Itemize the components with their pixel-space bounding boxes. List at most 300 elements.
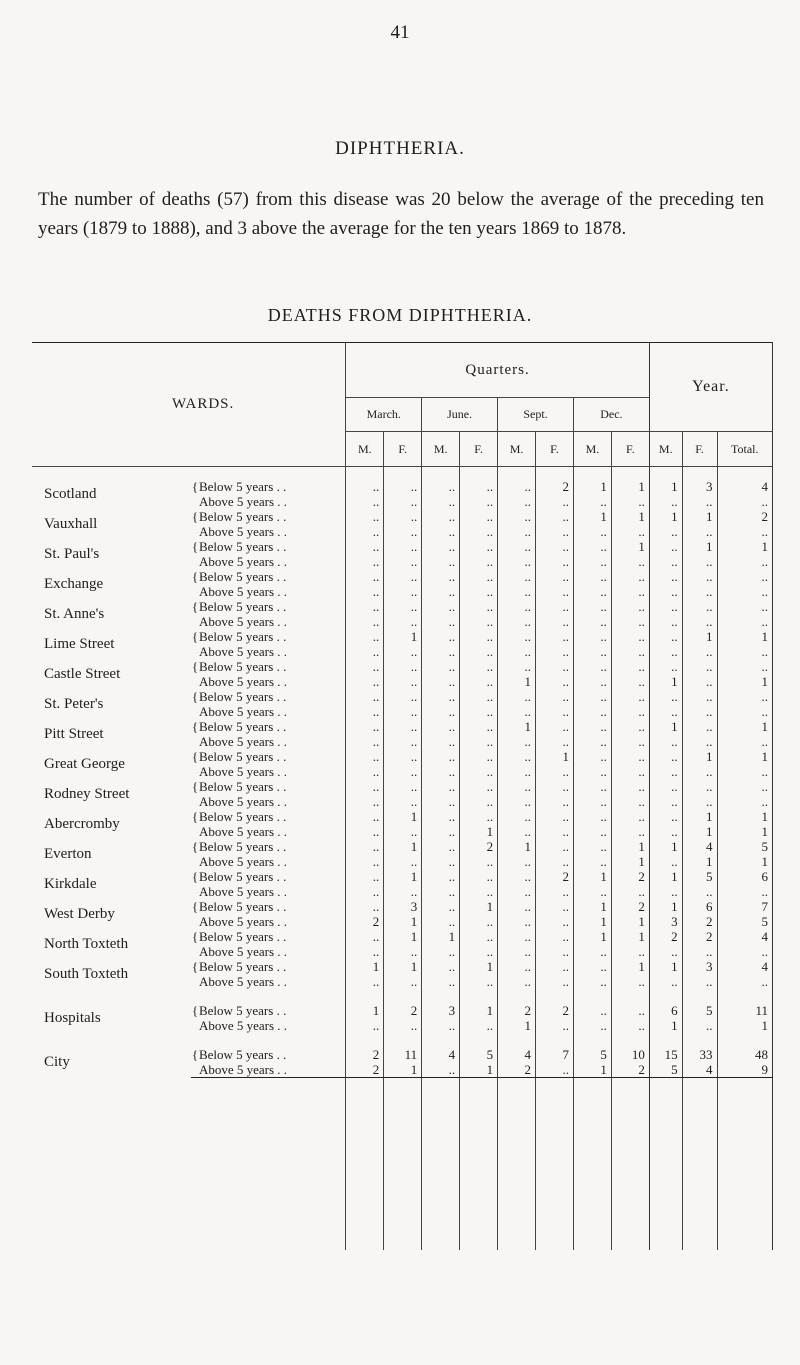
cell-value: 5 <box>682 869 717 884</box>
cell-value: .. <box>717 584 772 599</box>
cell-value: .. <box>573 1018 611 1033</box>
cell-value: .. <box>649 554 682 569</box>
age-group-label: Above 5 years . . <box>198 674 288 689</box>
cell-value: 1 <box>682 809 717 824</box>
cell-value: .. <box>717 794 772 809</box>
cell-value: 1 <box>384 809 422 824</box>
cell-value: 2 <box>536 869 574 884</box>
cell-value: .. <box>717 494 772 509</box>
cell-value: .. <box>498 494 536 509</box>
cell-value: 9 <box>717 1062 772 1078</box>
cell-value: .. <box>460 794 498 809</box>
cell-value: .. <box>682 944 717 959</box>
cell-value: 48 <box>717 1047 772 1062</box>
cell-value: .. <box>498 704 536 719</box>
cell-value: .. <box>682 554 717 569</box>
cell-value: .. <box>460 659 498 674</box>
cell-value: .. <box>536 599 574 614</box>
age-group-label: Above 5 years . . <box>198 794 288 809</box>
cell-value: .. <box>573 569 611 584</box>
cell-value: .. <box>649 974 682 989</box>
cell-value: .. <box>384 764 422 779</box>
cell-value: .. <box>346 869 384 884</box>
cell-value: .. <box>422 509 460 524</box>
cell-value: .. <box>611 584 649 599</box>
cell-value: .. <box>573 974 611 989</box>
cell-value: .. <box>611 644 649 659</box>
cell-value: .. <box>422 644 460 659</box>
cell-value: .. <box>384 719 422 734</box>
cell-value: .. <box>460 749 498 764</box>
cell-value: 5 <box>649 1062 682 1078</box>
cell-value: 1 <box>682 539 717 554</box>
cell-value: .. <box>384 779 422 794</box>
cell-value: .. <box>422 524 460 539</box>
cell-value: .. <box>498 554 536 569</box>
cell-value: .. <box>346 794 384 809</box>
cell-value: .. <box>573 809 611 824</box>
diphtheria-deaths-table <box>32 342 773 1250</box>
cell-value: .. <box>611 599 649 614</box>
age-group-label: Above 5 years . . <box>198 974 288 989</box>
cell-value: .. <box>536 509 574 524</box>
cell-value: .. <box>649 764 682 779</box>
cell-value: .. <box>536 1018 574 1033</box>
cell-value: .. <box>460 524 498 539</box>
cell-value: 1 <box>384 839 422 854</box>
cell-value: .. <box>536 959 574 974</box>
ward-name: Scotland <box>44 485 97 502</box>
cell-value: .. <box>649 569 682 584</box>
age-group-label: {Below 5 years . . <box>191 1047 287 1062</box>
cell-value: .. <box>384 734 422 749</box>
cell-value: .. <box>460 689 498 704</box>
cell-value: 1 <box>384 929 422 944</box>
cell-value: .. <box>422 704 460 719</box>
cell-value: .. <box>536 944 574 959</box>
cell-value: 1 <box>717 539 772 554</box>
cell-value: .. <box>498 734 536 749</box>
cell-value: .. <box>460 584 498 599</box>
cell-value: 7 <box>536 1047 574 1062</box>
cell-value: .. <box>384 884 422 899</box>
cell-value: .. <box>536 644 574 659</box>
cell-value: .. <box>460 509 498 524</box>
table-title: DEATHS FROM DIPHTHERIA. <box>267 305 533 325</box>
cell-value: .. <box>536 779 574 794</box>
cell-value: 1 <box>717 854 772 869</box>
cell-value: .. <box>498 599 536 614</box>
cell-value: 2 <box>346 1062 384 1078</box>
age-group-label: {Below 5 years . . <box>191 569 287 584</box>
cell-value: 5 <box>682 1003 717 1018</box>
cell-value: .. <box>717 974 772 989</box>
cell-value: 1 <box>649 839 682 854</box>
ward-name: St. Peter's <box>44 695 104 712</box>
cell-value: 6 <box>717 869 772 884</box>
cell-value: .. <box>717 779 772 794</box>
cell-value: .. <box>384 749 422 764</box>
cell-value: .. <box>460 1018 498 1033</box>
cell-value: .. <box>536 974 574 989</box>
cell-value: .. <box>422 884 460 899</box>
cell-value: .. <box>611 809 649 824</box>
cell-value: .. <box>422 659 460 674</box>
cell-value: .. <box>346 569 384 584</box>
cell-value: .. <box>649 809 682 824</box>
cell-value: .. <box>384 599 422 614</box>
age-group-label: {Below 5 years . . <box>191 749 287 764</box>
cell-value: 2 <box>717 509 772 524</box>
cell-value: .. <box>717 704 772 719</box>
ward-row <box>32 869 773 884</box>
cell-value: 2 <box>498 1003 536 1018</box>
age-group-label: Above 5 years . . <box>198 734 288 749</box>
ward-row <box>32 629 773 644</box>
cell-value: .. <box>573 494 611 509</box>
cell-value: .. <box>649 734 682 749</box>
age-group-label: {Below 5 years . . <box>191 659 287 674</box>
cell-value: 5 <box>717 839 772 854</box>
cell-value: .. <box>536 794 574 809</box>
cell-value: 1 <box>611 854 649 869</box>
cell-value: 1 <box>573 899 611 914</box>
cell-value: 1 <box>573 479 611 494</box>
ward-row <box>32 779 773 794</box>
cell-value: .. <box>422 779 460 794</box>
cell-value: .. <box>649 704 682 719</box>
cell-value: 1 <box>536 749 574 764</box>
age-group-label: {Below 5 years . . <box>191 839 287 854</box>
cell-value: .. <box>422 749 460 764</box>
cell-value: 1 <box>498 1018 536 1033</box>
cell-value: .. <box>682 704 717 719</box>
cell-value: .. <box>498 539 536 554</box>
cell-value: 4 <box>717 479 772 494</box>
cell-value: .. <box>422 599 460 614</box>
cell-value: .. <box>460 614 498 629</box>
cell-value: .. <box>611 629 649 644</box>
ward-name: Everton <box>44 845 92 862</box>
cell-value: .. <box>611 1003 649 1018</box>
cell-value: .. <box>717 734 772 749</box>
cell-value: .. <box>460 764 498 779</box>
ward-row <box>32 479 773 494</box>
cell-value: .. <box>536 704 574 719</box>
cell-value: .. <box>682 734 717 749</box>
cell-value: 1 <box>649 674 682 689</box>
cell-value: .. <box>649 884 682 899</box>
cell-value: .. <box>498 614 536 629</box>
cell-value: .. <box>460 554 498 569</box>
cell-value: .. <box>498 569 536 584</box>
cell-value: .. <box>611 734 649 749</box>
cell-value: .. <box>573 1003 611 1018</box>
cell-value: 4 <box>422 1047 460 1062</box>
age-group-label: {Below 5 years . . <box>191 629 287 644</box>
cell-value: .. <box>536 659 574 674</box>
cell-value: .. <box>422 944 460 959</box>
cell-value: 3 <box>384 899 422 914</box>
cell-value: .. <box>460 944 498 959</box>
cell-value: .. <box>346 599 384 614</box>
cell-value: .. <box>422 569 460 584</box>
cell-value: .. <box>536 734 574 749</box>
cell-value: 1 <box>498 839 536 854</box>
cell-value: .. <box>422 1018 460 1033</box>
cell-value: 2 <box>536 479 574 494</box>
cell-value: .. <box>346 854 384 869</box>
cell-value: .. <box>682 764 717 779</box>
cell-value: 1 <box>649 479 682 494</box>
sex-header-m: M. <box>422 432 460 467</box>
cell-value: .. <box>649 779 682 794</box>
cell-value: 1 <box>717 1018 772 1033</box>
age-group-label: {Below 5 years . . <box>191 929 287 944</box>
cell-value: .. <box>460 599 498 614</box>
cell-value: .. <box>498 794 536 809</box>
cell-value: .. <box>649 629 682 644</box>
cell-value: 1 <box>498 674 536 689</box>
cell-value: 1 <box>649 1018 682 1033</box>
ward-row <box>32 539 773 554</box>
cell-value: .. <box>649 944 682 959</box>
quarter-sept-header: Sept. <box>498 398 574 432</box>
cell-value: .. <box>536 929 574 944</box>
cell-value: .. <box>460 479 498 494</box>
cell-value: .. <box>346 674 384 689</box>
cell-value: 1 <box>384 629 422 644</box>
cell-value: .. <box>422 689 460 704</box>
cell-value: .. <box>573 794 611 809</box>
cell-value: .. <box>573 599 611 614</box>
cell-value: 1 <box>649 719 682 734</box>
cell-value: 2 <box>460 839 498 854</box>
age-group-label: Above 5 years . . <box>198 584 288 599</box>
cell-value: .. <box>384 509 422 524</box>
cell-value: .. <box>422 539 460 554</box>
cell-value: .. <box>384 539 422 554</box>
cell-value: .. <box>611 794 649 809</box>
cell-value: .. <box>649 854 682 869</box>
cell-value: .. <box>346 644 384 659</box>
cell-value: .. <box>682 779 717 794</box>
cell-value: 1 <box>717 719 772 734</box>
cell-value: .. <box>682 659 717 674</box>
ward-name: Exchange <box>44 575 104 592</box>
cell-value: .. <box>649 524 682 539</box>
cell-value: .. <box>422 959 460 974</box>
ward-row <box>32 959 773 974</box>
page-heading: DIPHTHERIA. <box>335 138 465 159</box>
age-group-label: {Below 5 years . . <box>191 539 287 554</box>
cell-value: .. <box>649 824 682 839</box>
cell-value: .. <box>682 674 717 689</box>
ward-name: Castle Street <box>44 665 121 682</box>
cell-value: 7 <box>717 899 772 914</box>
ward-name: South Toxteth <box>44 965 129 982</box>
cell-value: .. <box>611 719 649 734</box>
cell-value: 1 <box>498 719 536 734</box>
ward-name: Great George <box>44 755 125 772</box>
cell-value: .. <box>422 974 460 989</box>
cell-value: .. <box>498 959 536 974</box>
quarter-dec-header: Dec. <box>573 398 649 432</box>
cell-value: .. <box>536 554 574 569</box>
cell-value: .. <box>422 629 460 644</box>
sex-header-m: M. <box>346 432 384 467</box>
cell-value: 1 <box>460 959 498 974</box>
cell-value: .. <box>717 569 772 584</box>
age-group-label: {Below 5 years . . <box>191 779 287 794</box>
cell-value: .. <box>498 974 536 989</box>
cell-value: .. <box>611 884 649 899</box>
cell-value: .. <box>573 644 611 659</box>
cell-value: .. <box>611 779 649 794</box>
cell-value: .. <box>498 659 536 674</box>
cell-value: .. <box>422 494 460 509</box>
cell-value: .. <box>422 854 460 869</box>
cell-value: .. <box>498 809 536 824</box>
cell-value: .. <box>384 944 422 959</box>
cell-value: .. <box>717 644 772 659</box>
cell-value: 1 <box>460 899 498 914</box>
cell-value: .. <box>346 719 384 734</box>
sex-header-f: F. <box>384 432 422 467</box>
cell-value: 1 <box>573 869 611 884</box>
cell-value: .. <box>611 569 649 584</box>
cell-value: .. <box>536 494 574 509</box>
cell-value: .. <box>649 659 682 674</box>
cell-value: .. <box>717 689 772 704</box>
cell-value: 1 <box>384 1062 422 1078</box>
cell-value: 1 <box>346 1003 384 1018</box>
cell-value: .. <box>498 509 536 524</box>
cell-value: .. <box>346 509 384 524</box>
age-group-label: Above 5 years . . <box>198 824 288 839</box>
cell-value: .. <box>498 929 536 944</box>
ward-name: Kirkdale <box>44 875 97 892</box>
cell-value: .. <box>611 689 649 704</box>
cell-value: 1 <box>682 749 717 764</box>
cell-value: 1 <box>682 854 717 869</box>
cell-value: .. <box>649 584 682 599</box>
age-group-label: Above 5 years . . <box>198 914 288 929</box>
cell-value: .. <box>611 974 649 989</box>
cell-value: .. <box>536 884 574 899</box>
wards-header: WARDS. <box>32 343 346 467</box>
year-header-m: M. <box>649 432 682 467</box>
cell-value: .. <box>346 899 384 914</box>
age-group-label: Above 5 years . . <box>198 854 288 869</box>
cell-value: 1 <box>649 509 682 524</box>
cell-value: .. <box>536 689 574 704</box>
cell-value: .. <box>346 629 384 644</box>
age-group-label: {Below 5 years . . <box>191 1003 287 1018</box>
cell-value: .. <box>682 644 717 659</box>
intro-paragraph: The number of deaths (57) from this disease was 20 below the average of the preceding ten years (1879 to 1888), and 3 above the average for the ten years 1869 to 1878. <box>38 189 764 239</box>
cell-value: .. <box>649 749 682 764</box>
cell-value: .. <box>682 719 717 734</box>
cell-value: 1 <box>682 629 717 644</box>
cell-value: .. <box>682 1018 717 1033</box>
cell-value: .. <box>682 569 717 584</box>
cell-value: .. <box>573 764 611 779</box>
cell-value: .. <box>573 734 611 749</box>
cell-value: .. <box>422 614 460 629</box>
cell-value: .. <box>460 569 498 584</box>
cell-value: .. <box>536 629 574 644</box>
ward-name: City <box>44 1053 70 1070</box>
cell-value: .. <box>422 554 460 569</box>
cell-value: .. <box>460 869 498 884</box>
cell-value: .. <box>498 779 536 794</box>
cell-value: .. <box>346 494 384 509</box>
cell-value: .. <box>422 764 460 779</box>
cell-value: .. <box>460 494 498 509</box>
cell-value: .. <box>346 764 384 779</box>
cell-value: .. <box>611 614 649 629</box>
age-group-label: Above 5 years . . <box>198 884 288 899</box>
age-group-label: Above 5 years . . <box>198 644 288 659</box>
cell-value: .. <box>573 824 611 839</box>
cell-value: .. <box>717 659 772 674</box>
cell-value: .. <box>573 944 611 959</box>
cell-value: 10 <box>611 1047 649 1062</box>
cell-value: 2 <box>346 914 384 929</box>
ward-row <box>32 1003 773 1018</box>
cell-value: 1 <box>611 509 649 524</box>
cell-value: .. <box>573 629 611 644</box>
cell-value: .. <box>498 884 536 899</box>
cell-value: 2 <box>611 899 649 914</box>
cell-value: 33 <box>682 1047 717 1062</box>
ward-name: Abercromby <box>44 815 120 832</box>
sex-header-f: F. <box>460 432 498 467</box>
quarters-header: Quarters. <box>346 343 650 398</box>
cell-value: 1 <box>573 1062 611 1078</box>
ward-name: St. Anne's <box>44 605 105 622</box>
cell-value: .. <box>611 494 649 509</box>
cell-value: .. <box>346 734 384 749</box>
cell-value: .. <box>611 749 649 764</box>
cell-value: 1 <box>717 629 772 644</box>
cell-value: .. <box>611 659 649 674</box>
cell-value: 1 <box>611 959 649 974</box>
cell-value: .. <box>611 674 649 689</box>
cell-value: .. <box>422 809 460 824</box>
cell-value: 1 <box>611 914 649 929</box>
cell-value: .. <box>346 974 384 989</box>
cell-value: 1 <box>649 869 682 884</box>
cell-value: .. <box>573 524 611 539</box>
cell-value: .. <box>422 824 460 839</box>
cell-value: .. <box>460 674 498 689</box>
age-group-label: Above 5 years . . <box>198 524 288 539</box>
cell-value: .. <box>682 494 717 509</box>
cell-value: .. <box>611 524 649 539</box>
cell-value: .. <box>346 479 384 494</box>
cell-value: .. <box>573 884 611 899</box>
cell-value: .. <box>498 524 536 539</box>
cell-value: .. <box>717 614 772 629</box>
cell-value: 1 <box>682 824 717 839</box>
cell-value: 11 <box>384 1047 422 1062</box>
sex-header-f: F. <box>536 432 574 467</box>
cell-value: .. <box>717 944 772 959</box>
cell-value: .. <box>536 674 574 689</box>
age-group-label: {Below 5 years . . <box>191 479 287 494</box>
